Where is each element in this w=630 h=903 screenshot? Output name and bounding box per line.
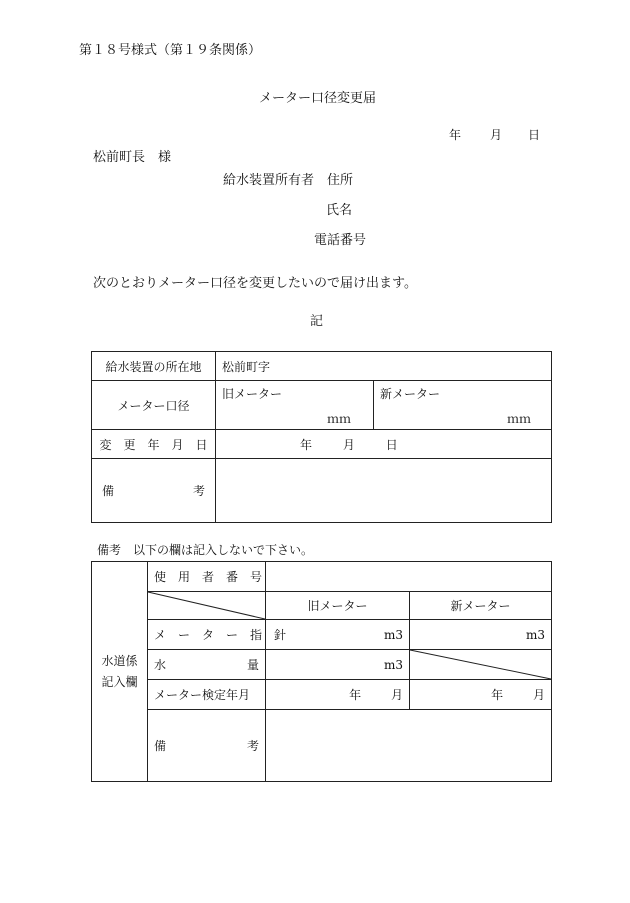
office-remarks-label-right: 考 — [246, 739, 259, 753]
water-volume-label-right: 量 — [246, 658, 259, 672]
new-meter-label: 新メーター — [380, 387, 441, 401]
old-inspection-date[interactable] — [266, 680, 410, 710]
office-remarks-label-left: 備 — [154, 739, 167, 753]
diagonal-line — [410, 650, 551, 679]
old-inspection-month: 月 — [390, 688, 403, 702]
new-meter-cell[interactable] — [374, 381, 552, 430]
owner-name-label: 氏名 — [326, 203, 353, 218]
water-volume-label-cell — [148, 650, 266, 680]
office-remarks-label-cell — [148, 710, 266, 782]
water-volume-label-left: 水 — [154, 658, 167, 672]
addressee: 松前町長 様 — [93, 150, 172, 165]
old-inspection-year: 年 — [349, 688, 362, 702]
new-inspection-month: 月 — [532, 688, 545, 702]
new-inspection-date[interactable] — [410, 680, 552, 710]
water-volume-diagonal-cell — [410, 650, 552, 680]
user-number-field[interactable] — [266, 562, 552, 592]
old-meter-cell[interactable] — [216, 381, 374, 430]
remarks-label-left: 備 — [102, 484, 115, 498]
note-text: 備考 以下の欄は記入しないで下さい。 — [97, 543, 314, 557]
change-year: 年 — [300, 437, 313, 452]
caliber-label: メーター口径 — [92, 381, 216, 430]
change-date-label: 変 更 年 月 日 — [92, 430, 216, 459]
office-use-table — [91, 561, 552, 782]
user-number-label: 使 用 者 番 号 — [148, 562, 266, 592]
date-month-label: 月 — [490, 128, 503, 142]
change-date-cell[interactable] — [216, 430, 552, 459]
meter-reading-label: メ ー タ ー 指 針 — [148, 620, 266, 650]
old-meter-label: 旧メーター — [222, 387, 283, 401]
form-number: 第１８号様式（第１９条関係） — [79, 43, 262, 58]
date-year-label: 年 — [449, 128, 462, 142]
diagonal-line — [148, 592, 265, 619]
water-section-label — [92, 562, 148, 782]
water-section-label-1: 水道係 — [101, 654, 138, 669]
application-table — [91, 351, 552, 523]
new-meter-unit: ｍｍ — [507, 412, 532, 426]
ki-heading: 記 — [310, 314, 324, 329]
water-volume-value[interactable]: m3 — [266, 650, 410, 680]
header-diagonal-cell — [148, 592, 266, 620]
location-label: 給水装置の所在地 — [92, 352, 216, 381]
inspection-date-label: メーター検定年月 — [148, 680, 266, 710]
remarks-field[interactable] — [216, 459, 552, 523]
old-meter-reading[interactable]: m3 — [266, 620, 410, 650]
remarks-label-cell — [92, 459, 216, 523]
statement-text: 次のとおりメーター口径を変更したいので届け出ます。 — [93, 276, 417, 291]
old-meter-header: 旧メーター — [266, 592, 410, 620]
change-day: 日 — [385, 437, 398, 452]
owner-phone-label: 電話番号 — [314, 233, 367, 248]
date-day-label: 日 — [528, 128, 541, 142]
change-month: 月 — [342, 437, 355, 452]
water-section-label-2: 記入欄 — [101, 674, 138, 689]
new-meter-header: 新メーター — [410, 592, 552, 620]
document-title: メーター口径変更届 — [259, 91, 377, 106]
new-inspection-year: 年 — [491, 688, 504, 702]
office-remarks-field[interactable] — [266, 710, 552, 782]
old-meter-unit: ｍｍ — [326, 412, 351, 426]
owner-address-label: 給水装置所有者 住所 — [223, 173, 354, 188]
remarks-label-right: 考 — [192, 484, 205, 498]
location-value[interactable]: 松前町字 — [216, 352, 552, 381]
new-meter-reading[interactable]: m3 — [410, 620, 552, 650]
